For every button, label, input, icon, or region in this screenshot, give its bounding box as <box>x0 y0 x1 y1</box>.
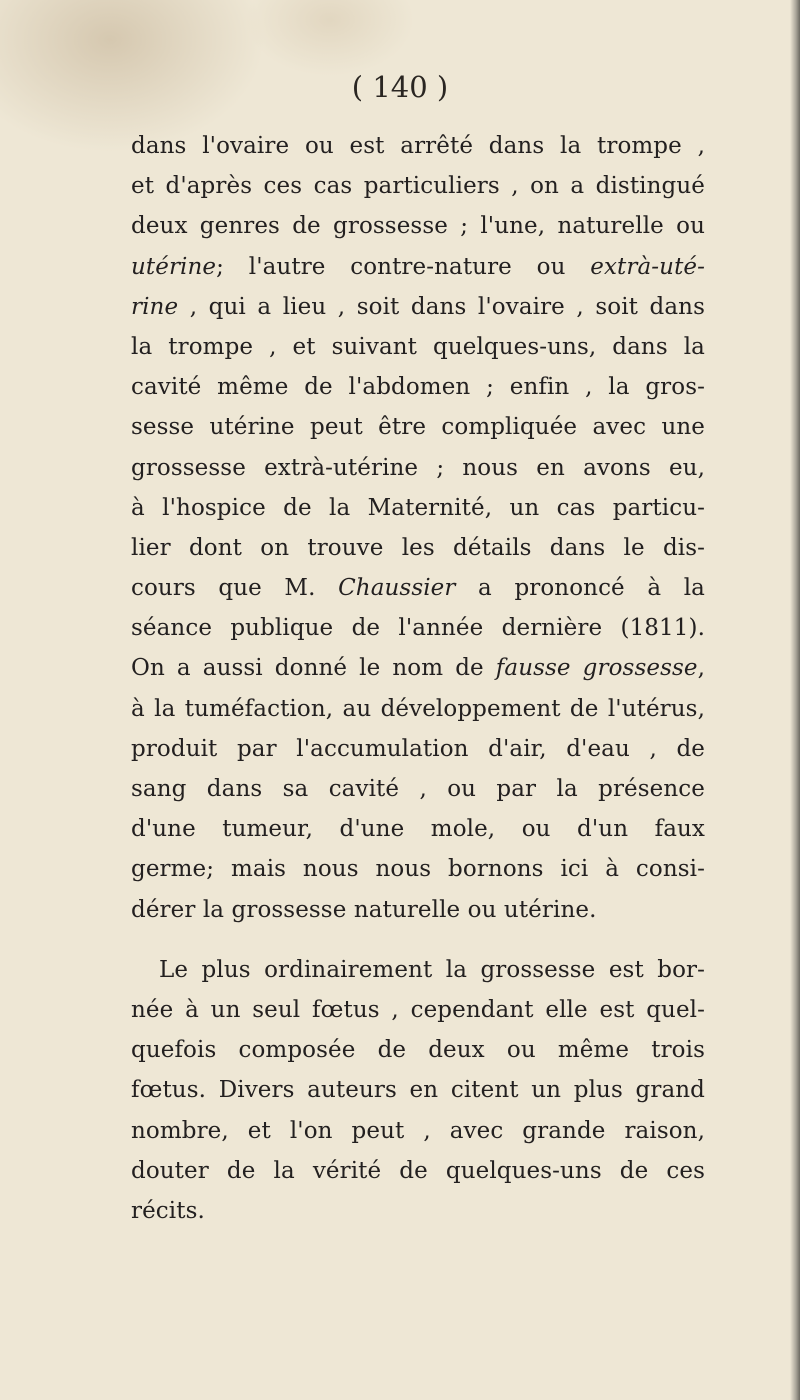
text-segment: deux genres de grossesse ; l'une, naturelle ou <box>131 213 705 240</box>
body-text <box>131 126 705 1231</box>
text-line <box>131 367 705 407</box>
text-line <box>131 287 705 327</box>
text-segment: , qui a lieu , soit dans l'ovaire , soit dans <box>178 293 705 320</box>
paragraph-gap <box>131 930 705 950</box>
text-segment: dérer la grossesse naturelle ou utérine. <box>131 896 597 923</box>
text-segment: sesse utérine peut être compliquée avec une <box>131 414 705 441</box>
text-line <box>131 126 705 166</box>
text-segment: nombre, et l'on peut , avec grande raison, <box>131 1117 705 1144</box>
text-segment: sang dans sa cavité , ou par la présence <box>131 776 705 802</box>
text-segment: , <box>697 655 706 682</box>
text-line <box>131 488 705 528</box>
text-segment: lier dont on trouve les détails dans le dis- <box>131 534 705 561</box>
italic-text: utérine <box>131 253 217 280</box>
text-line <box>131 327 705 367</box>
text-segment: cavité même de l'abdomen ; enfin , la gros- <box>131 374 705 401</box>
text-line <box>131 166 705 206</box>
text-line <box>131 1111 705 1151</box>
text-segment: fœtus. Divers auteurs en citent un plus grand <box>131 1077 705 1104</box>
text-segment: récits. <box>131 1197 205 1224</box>
text-line <box>131 849 705 889</box>
text-line <box>131 448 705 488</box>
text-segment: On a aussi donné le nom de <box>131 655 496 682</box>
italic-text: Chaussier <box>338 575 456 602</box>
text-segment: germe; mais nous nous bornons ici à consi- <box>131 856 705 883</box>
text-segment: cours que M. <box>131 575 339 602</box>
page-number: ( 140 ) <box>351 70 449 104</box>
text-segment: grossesse extrà-utérine ; nous en avons eu, <box>131 454 705 481</box>
text-line <box>131 1070 705 1110</box>
text-segment: dans l'ovaire ou est arrêté dans la trompe , <box>131 133 705 159</box>
text-segment: et d'après ces cas particuliers , on a distingué <box>131 173 705 200</box>
text-line <box>131 990 705 1030</box>
text-segment: à la tuméfaction, au développement de l'utérus, <box>131 695 705 722</box>
text-line <box>131 729 705 769</box>
text-segment: la trompe , et suivant quelques-uns, dans la <box>131 333 705 360</box>
text-line <box>131 407 705 447</box>
text-line <box>131 247 705 287</box>
text-line <box>131 950 705 990</box>
italic-text: rine <box>131 293 179 320</box>
text-segment: à l'hospice de la Maternité, un cas particu- <box>131 494 705 521</box>
text-segment: ; l'autre contre-nature ou <box>216 253 591 280</box>
text-line <box>131 648 705 688</box>
text-line <box>131 1030 705 1070</box>
text-segment: douter de la vérité de quelques-uns de ces <box>131 1157 705 1184</box>
text-segment: produit par l'accumulation d'air, d'eau , de <box>131 735 705 762</box>
text-line <box>131 1151 705 1191</box>
text-line <box>131 568 705 608</box>
italic-text: extrà-uté- <box>590 253 705 280</box>
text-line <box>131 1191 705 1231</box>
text-line <box>131 809 705 849</box>
text-line <box>131 528 705 568</box>
text-line <box>131 206 705 246</box>
text-segment: d'une tumeur, d'une mole, ou d'un faux <box>131 816 705 843</box>
text-line <box>131 689 705 729</box>
italic-text: fausse grossesse <box>495 655 698 682</box>
text-segment: Le plus ordinairement la grossesse est bor- <box>159 956 705 983</box>
text-line <box>131 769 705 809</box>
text-line <box>131 890 705 930</box>
text-segment: quefois composée de deux ou même trois <box>131 1037 705 1064</box>
text-line <box>131 608 705 648</box>
text-segment: née à un seul fœtus , cependant elle est quel- <box>131 996 705 1023</box>
text-segment: séance publique de l'année dernière (1811). <box>131 615 705 642</box>
text-segment: a prononcé à la <box>455 575 705 602</box>
